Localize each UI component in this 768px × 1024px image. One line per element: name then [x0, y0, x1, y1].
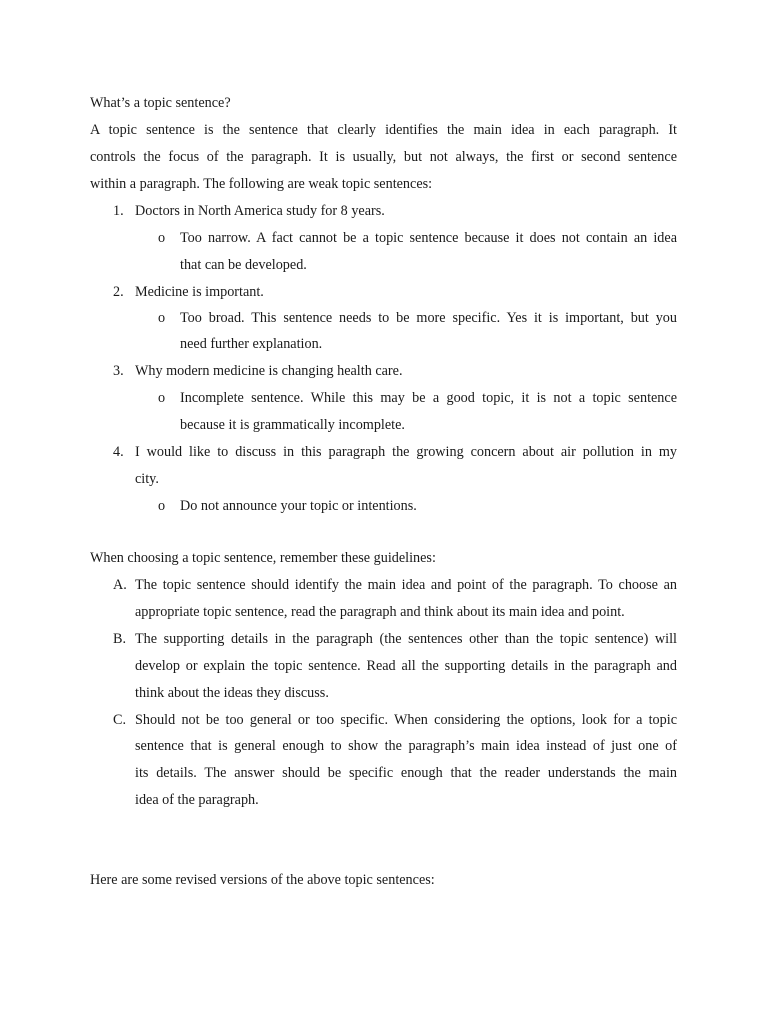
list-item-text: Should not be too general or too specific. When considering the options, look for a topic	[135, 712, 677, 728]
sub-bullet-text: need further explanation.	[180, 336, 323, 352]
document-heading: What’s a topic sentence?	[90, 95, 231, 111]
intro-line: A topic sentence is the sentence that clearly identifies the main idea in each paragraph. It	[90, 122, 677, 138]
list-letter: B.	[113, 631, 127, 647]
list-item-text: develop or explain the topic sentence. Read all the supporting details in the paragraph and	[135, 658, 677, 674]
list-item-text: city.	[135, 471, 159, 487]
sub-bullet-marker: o	[158, 230, 166, 246]
list-item-text: The supporting details in the paragraph (the sentences other than the topic sentence) will	[135, 631, 677, 647]
sub-bullet-text: Do not announce your topic or intentions.	[180, 498, 417, 514]
sub-bullet-marker: o	[158, 498, 166, 514]
list-item-text: sentence that is general enough to show the paragraph’s main idea instead of just one of	[135, 738, 677, 754]
list-item-text: Medicine is important.	[135, 284, 264, 300]
list-item-text: idea of the paragraph.	[135, 792, 259, 808]
list-number: 2.	[113, 284, 124, 300]
sub-bullet-text: Too narrow. A fact cannot be a topic sentence because it does not contain an idea	[180, 230, 677, 246]
list-item-text: think about the ideas they discuss.	[135, 685, 329, 701]
list-letter: C.	[113, 712, 127, 728]
guidelines-intro: When choosing a topic sentence, remember these guidelines:	[90, 550, 436, 566]
sub-bullet-text: because it is grammatically incomplete.	[180, 417, 405, 433]
list-number: 3.	[113, 363, 124, 379]
revised-intro: Here are some revised versions of the above topic sentences:	[90, 872, 435, 888]
list-item-text: The topic sentence should identify the main idea and point of the paragraph. To choose an	[135, 577, 677, 593]
list-item-text: I would like to discuss in this paragraph the growing concern about air pollution in my	[135, 444, 677, 460]
sub-bullet-text: that can be developed.	[180, 257, 307, 273]
sub-bullet-marker: o	[158, 310, 166, 326]
list-item-text: Why modern medicine is changing health care.	[135, 363, 403, 379]
list-number: 1.	[113, 203, 124, 219]
intro-line: within a paragraph. The following are weak topic sentences:	[90, 176, 433, 192]
list-number: 4.	[113, 444, 124, 460]
sub-bullet-marker: o	[158, 390, 166, 406]
intro-line: controls the focus of the paragraph. It is usually, but not always, the first or second sentence	[90, 149, 677, 165]
list-item-text: appropriate topic sentence, read the paragraph and think about its main idea and point.	[135, 604, 625, 620]
sub-bullet-text: Incomplete sentence. While this may be a good topic, it is not a topic sentence	[180, 390, 677, 406]
list-letter: A.	[113, 577, 127, 593]
list-item-text: Doctors in North America study for 8 years.	[135, 203, 385, 219]
list-item-text: its details. The answer should be specific enough that the reader understands the main	[135, 765, 677, 781]
sub-bullet-text: Too broad. This sentence needs to be more specific. Yes it is important, but you	[180, 310, 677, 326]
